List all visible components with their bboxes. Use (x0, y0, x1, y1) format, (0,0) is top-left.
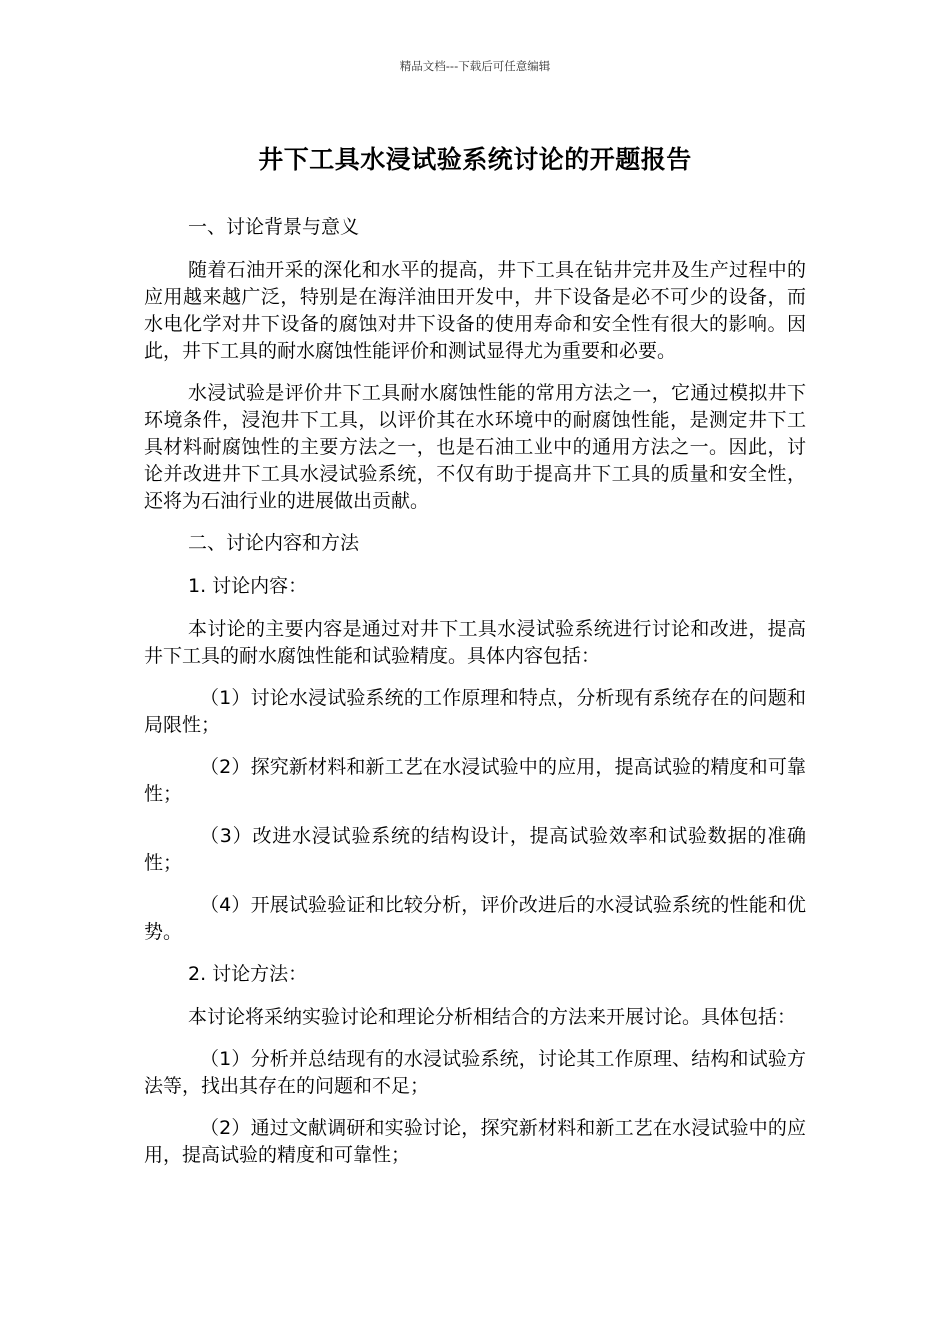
section-heading-content-methods: 二、讨论内容和方法 (188, 532, 360, 554)
content-item-2: （2）探究新材料和新工艺在水浸试验中的应用，提高试验的精度和可靠性； (144, 756, 806, 805)
document-title: 井下工具水浸试验系统讨论的开题报告 (258, 145, 692, 174)
content-item-4: （4）开展试验验证和比较分析，评价改进后的水浸试验系统的性能和优势。 (144, 894, 806, 943)
content-item-3: （3）改进水浸试验系统的结构设计，提高试验效率和试验数据的准确性； (144, 825, 806, 874)
document-body (144, 214, 806, 1169)
method-item-2: （2）通过文献调研和实验讨论，探究新材料和新工艺在水浸试验中的应用，提高试验的精度和可靠性； (144, 1117, 806, 1166)
paragraph-methods-intro: 本讨论将采纳实验讨论和理论分析相结合的方法来开展讨论。具体包括： (188, 1006, 797, 1028)
content-item-1: （1）讨论水浸试验系统的工作原理和特点，分析现有系统存在的问题和局限性； (144, 687, 806, 736)
paragraph-background-2: 水浸试验是评价井下工具耐水腐蚀性能的常用方法之一，它通过模拟井下环境条件，浸泡井下工具，以评价其在水环境中的耐腐蚀性能，是测定井下工具材料耐腐蚀性的主要方法之一，也是石油工业中的通用方法之一。因此，讨论并改进井下工具水浸试验系统，不仅有助于提高井下工具的质量和安全性，还将为石油行业的进展做出贡献。 (144, 382, 806, 512)
paragraph-background-1: 随着石油开采的深化和水平的提高，井下工具在钻井完井及生产过程中的应用越来越广泛，特别是在海洋油田开发中，井下设备是必不可少的设备，而水电化学对井下设备的腐蚀对井下设备的使用寿命和安全性有很大的影响。因此，井下工具的耐水腐蚀性能评价和测试显得尤为重要和必要。 (144, 259, 806, 362)
subheading-content: 1. 讨论内容： (188, 575, 308, 597)
paragraph-content-intro: 本讨论的主要内容是通过对井下工具水浸试验系统进行讨论和改进，提高井下工具的耐水腐蚀性能和试验精度。具体内容包括： (144, 618, 806, 667)
subheading-methods: 2. 讨论方法： (188, 963, 308, 985)
header-note: 精品文档---下载后可任意编辑 (399, 59, 551, 73)
method-item-1: （1）分析并总结现有的水浸试验系统，讨论其工作原理、结构和试验方法等，找出其存在的问题和不足； (144, 1048, 806, 1097)
section-heading-background: 一、讨论背景与意义 (188, 216, 360, 238)
